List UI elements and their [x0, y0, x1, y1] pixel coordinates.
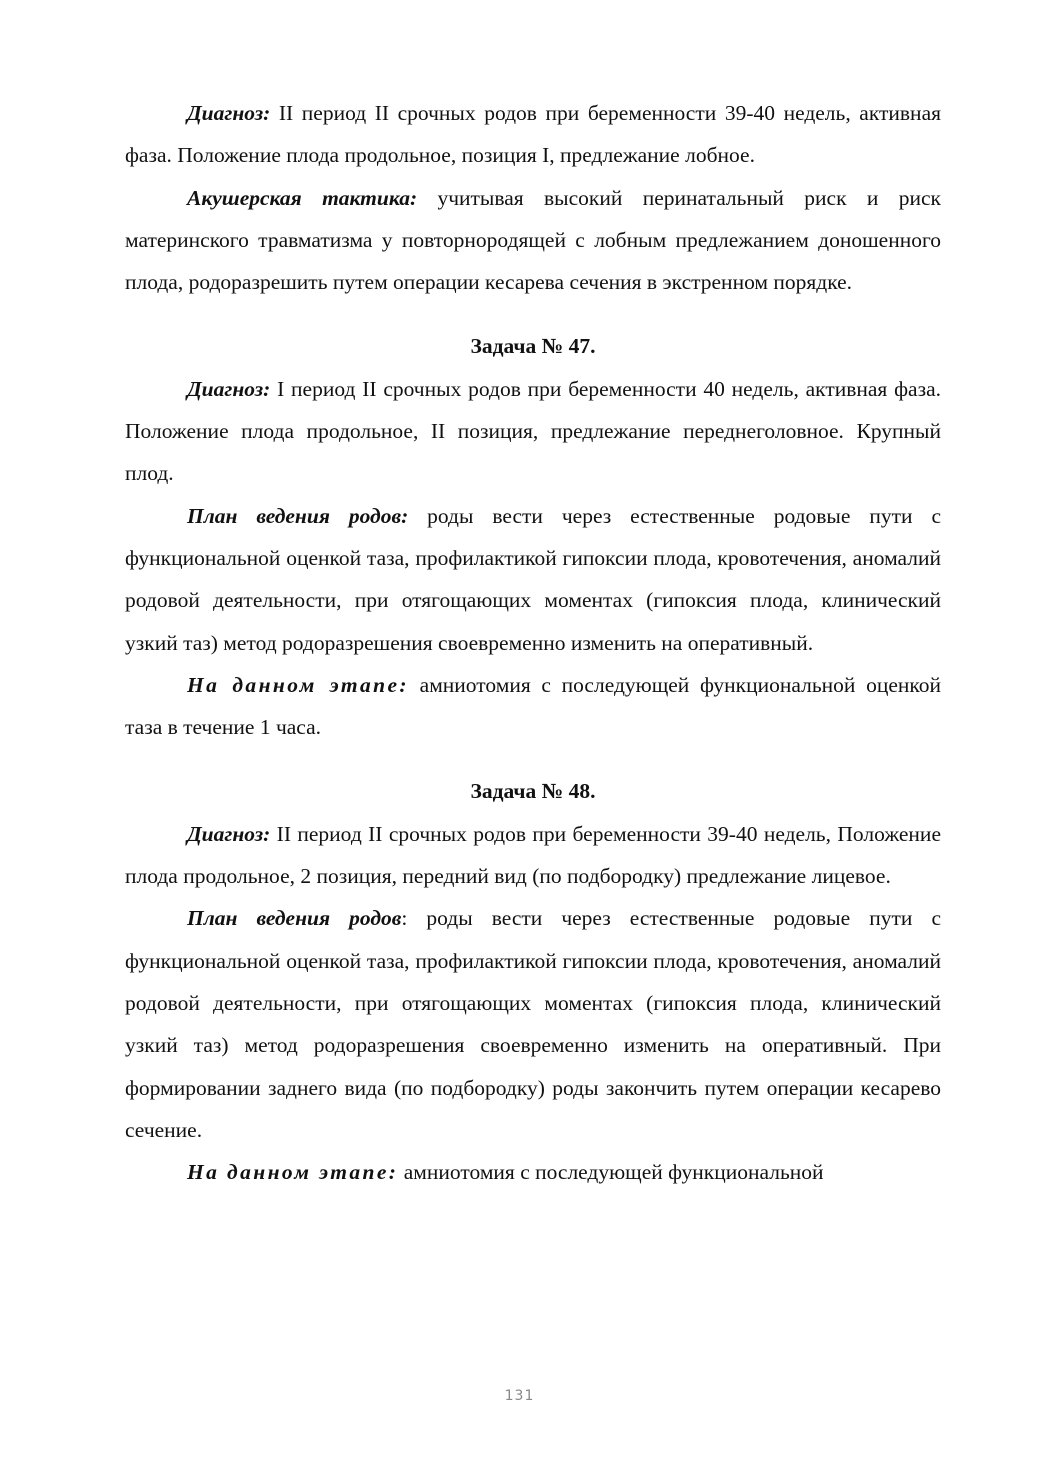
task-48-diagnosis-label: Диагноз: [187, 821, 271, 846]
task-48-plan-text: : роды вести через естественные родовые пути с функциональной оценкой таза, профилактикой гипоксии плода, кровотечения, аномалий родовой деятельности, при отягощающих моментах (гипоксия плода, клинический узкий таз) метод родоразрешения своевременно изменить на оперативный. При формировании заднего вида (по подбородку) роды закончить путем операции кесарево сечение. [125, 906, 941, 1142]
task-48-diagnosis-text: II период II срочных родов при беременности 39-40 недель, Положение плода продольное, 2 позиция, передний вид (по подбородку) предлежание лицевое. [125, 821, 941, 889]
task-47-diagnosis-paragraph [125, 368, 941, 495]
diagnosis-paragraph [125, 92, 941, 177]
page-number: 131 [504, 1388, 535, 1404]
task-47-title: Задача № 47. [470, 334, 596, 359]
task-47-diagnosis-label: Диагноз: [187, 376, 271, 401]
task-48-title: Задача № 48. [470, 779, 596, 804]
task-48-diagnosis-paragraph [125, 813, 941, 898]
tactic-paragraph [125, 177, 941, 304]
task-48-plan-label: План ведения родов [187, 906, 402, 931]
task-47-plan-label: План ведения родов: [187, 503, 409, 528]
task-47-stage-paragraph [125, 664, 941, 749]
task-48-plan-paragraph [125, 897, 941, 1151]
tactic-text: учитывая высокий перинатальный риск и риск материнского травматизма у повторнородящей с лобным предлежанием доношенного плода, родоразрешить путем операции кесарева сечения в экстренном порядке. [125, 185, 941, 295]
diagnosis-label: Диагноз: [187, 101, 271, 125]
diagnosis-text: II период II срочных родов при беременности 39-40 недель, активная фаза. Положение плода продольное, позиция I, предлежание лобное. [125, 101, 941, 168]
task-48-stage-text: амниотомия с последующей функциональной [398, 1160, 824, 1185]
task-48-stage-paragraph [125, 1151, 941, 1193]
task-48-stage-label: На данном этапе: [187, 1160, 399, 1185]
tactic-label: Акушерская тактика: [187, 185, 418, 210]
task-47-plan-text: роды вести через естественные родовые пути с функциональной оценкой таза, профилактикой гипоксии плода, кровотечения, аномалий родовой деятельности, при отягощающих моментах (гипоксия плода, клинический узкий таз) метод родоразрешения своевременно изменить на оперативный. [125, 503, 941, 655]
task-47-diagnosis-text: I период II срочных родов при беременности 40 недель, активная фаза. Положение плода продольное, II позиция, предлежание переднеголовное. Крупный плод. [125, 376, 941, 486]
task-47-plan-paragraph [125, 495, 941, 664]
page-content [125, 92, 941, 1193]
task-47-stage-text: амниотомия с последующей функциональной оценкой таза в течение 1 часа. [125, 672, 941, 740]
task-47-stage-label: На данном этапе: [187, 672, 409, 697]
